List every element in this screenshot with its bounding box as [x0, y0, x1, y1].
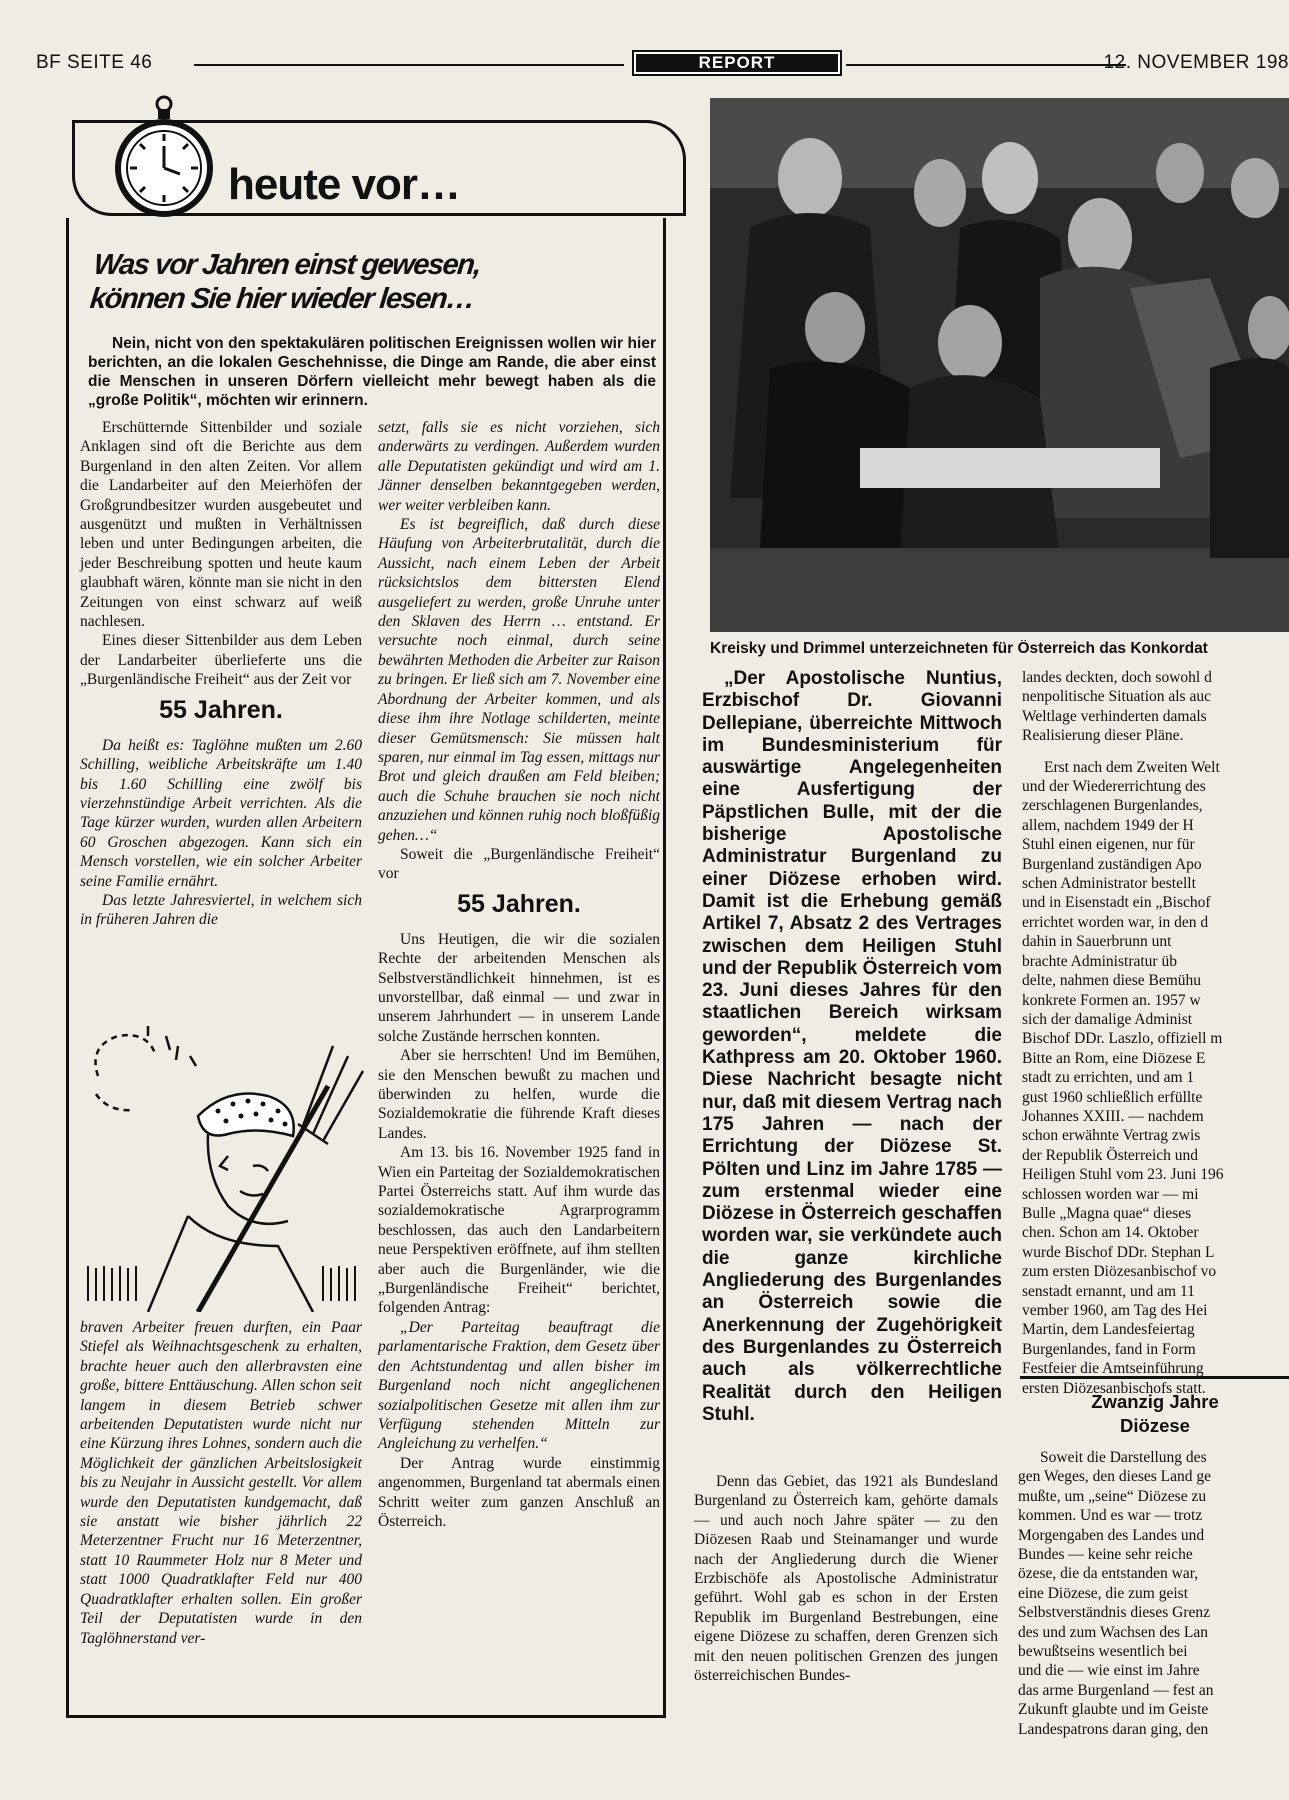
text-line: Selbstverständnis dieses Grenz	[1018, 1604, 1210, 1622]
years-heading: 55 Jahren.	[159, 695, 283, 724]
text-line: Zukunft glaubte und im Geiste	[1018, 1701, 1209, 1719]
text-line: Realisierung dieser Pläne.	[1022, 727, 1184, 745]
text-line: des und zum Wachsen des Lan	[1018, 1623, 1209, 1641]
text-line: errichtet worden war, in den d	[1022, 913, 1209, 931]
column-separator	[1020, 1376, 1289, 1379]
text-line: Weltlage verhinderten damals	[1022, 707, 1207, 725]
article-column-3	[702, 668, 1002, 1426]
paragraph: Da heißt es: Taglöhne mußten um 2.60 Schilling, weibliche Arbeitskräfte um 1.40 bis 1.60 Schilling eine zwölf bis vierzehnstündige Arbeit verrichten. Als die Tage kürzer wurden, wurden allen Arbeitern 60 Groschen abgezogen. Kann sich ein Mensch vorstellen, wie ein solcher Arbeiter seine Familie ernährt.	[80, 736, 362, 890]
text-line: zerschlagenen Burgenlandes,	[1022, 797, 1203, 815]
text-line: Morgengaben des Landes und	[1018, 1526, 1205, 1544]
text-line: Heiligen Stuhl vom 23. Juni 196	[1022, 1166, 1224, 1184]
section-badge	[632, 50, 842, 76]
paragraph: Am 13. bis 16. November 1925 fand in Wien ein Parteitag der Sozialdemokratischen Partei Österreichs statt. Auf ihm wurde das sozialdemokratische Agrarprogramm beschlossen, das auch den Landarbeitern neue Perspektiven eröffnete, auf ihm stellten aber auch die Burgenländer, wie die „Burgenländische Freiheit“ berichtet, folgenden Antrag:	[378, 1144, 660, 1317]
text-line: dahin in Sauerbrunn unt	[1022, 933, 1172, 951]
text-line: kommen. Und es war — trotz	[1018, 1507, 1203, 1525]
photo-caption: Kreisky und Drimmel unterzeichneten für Österreich das Konkordat	[710, 640, 1208, 657]
rubric-lead: Nein, nicht von den spektakulären politischen Ereignissen wollen wir hier berichten, an die lokalen Geschehnisse, die Dinge am Rande, die aber einst die Menschen in unseren Dörfern vielleicht mehr bewegt haben als die „große Politik“, möchten wir erinnern.	[88, 335, 656, 409]
section-label: REPORT	[636, 54, 838, 72]
article-column-4	[1022, 668, 1289, 1398]
text-line: eine Diözese, die zum geist	[1018, 1584, 1189, 1602]
paragraph: Eines dieser Sittenbilder aus dem Leben der Landarbeiter überlieferte uns die „Burgenländische Freiheit“ aus der Zeit vor	[80, 632, 362, 689]
text-line: stadt zu errichten, und am 1	[1022, 1069, 1195, 1087]
paragraph: Aber sie herrschten! Und im Bemühen, sie den Menschen bewußt zu machen und überwinden zu helfen, wurde die Sozialdemokratie die führende Kraft dieses Landes.	[378, 1047, 660, 1142]
text-line: der Republik Österreich und	[1022, 1146, 1199, 1164]
text-line: mußte, um „seine“ Diözese zu	[1018, 1487, 1207, 1505]
text-line: Stuhl einen eigenen, nur für	[1022, 836, 1195, 854]
paragraph: setzt, falls sie es nicht vorziehen, sich anderwärts zu verdingen. Außerdem wurden alle Deputatisten gekündigt und wird am 1. Jänner denselben bekanntgegeben werden, wer weiter verbleiben kann.	[378, 419, 660, 514]
text-line: Bischof DDr. Laszlo, offiziell m	[1022, 1030, 1223, 1048]
text-line: und der Wiedererrichtung des	[1022, 778, 1206, 796]
rubric-subtitle	[88, 248, 615, 316]
paragraph: Das letzte Jahresviertel, in welchem sich in früheren Jahren die	[80, 891, 362, 929]
text-line: vember 1960, am Tag des Hei	[1022, 1302, 1208, 1319]
text-line: delte, nahmen diese Bemühu	[1022, 972, 1202, 990]
text-line: gust 1960 schließlich erfüllte	[1022, 1088, 1203, 1106]
text-line: Landespatrons daran ging, den	[1018, 1720, 1209, 1738]
text-line: konkrete Formen an. 1957 w	[1022, 991, 1201, 1009]
text-line: landes deckten, doch sowohl d	[1022, 669, 1212, 686]
text-line: allem, nachdem 1949 der H	[1022, 816, 1194, 834]
text-line: özese, die da entstanden war,	[1018, 1565, 1199, 1583]
rubric-subtitle-line-1: Was vor Jahren einst gewesen,	[92, 249, 482, 281]
text-line: schen Administrator bestellt	[1022, 875, 1196, 893]
page-header	[36, 52, 1289, 82]
text-line: nenpolitische Situation als auc	[1022, 688, 1211, 706]
text-line: brachte Administratur üb	[1022, 952, 1177, 970]
subheading-line-1: Zwanzig Jahre	[1091, 1391, 1219, 1412]
paragraph: Der Antrag wurde einstimmig angenommen, Burgenland tat abermals einen Schritt weiter zum ganzen Anschluß an Österreich.	[378, 1454, 660, 1530]
paragraph: „Der Apostolische Nuntius, Erzbischof Dr. Giovanni Dellepiane, überreichte Mittwoch im Bundesministerium für auswärtige Angelegenheiten eine Ausfertigung der Päpstlichen Bulle, mit der die bisherige Apostolische Administratur Burgenland zu einer Diözese erhoben wird. Damit ist die Erhebung gemäß Artikel 7, Absatz 2 des Vertrages zwischen dem Heiligen Stuhl und der Republik Österreich vom 23. Juni dieses Jahres für den staatlichen Bereich wirksam geworden“, meldete die Kathpress am 20. Oktober 1960. Diese Nachricht besagte nicht nur, daß mit diesem Vertrag nach 175 Jahren — nach der Errichtung der Diözese St. Pölten und Linz im Jahre 1785 — zum erstenmal wieder eine Diözese in Österreich geschaffen worden war, sie verkündete auch die ganze kirchliche Angliederung des Burgenlandes an Österreich sowie die Anerkennung der Zugehörigkeit des Burgenlandes zu Österreich auch als völkerrechtliche Realität durch den Heiligen Stuhl.	[702, 668, 1002, 1425]
text-line: Burgenlandes, fand in Form	[1022, 1340, 1196, 1358]
text-line: Burgenland zuständigen Apo	[1022, 855, 1202, 873]
subheading-line-2: Diözese	[1120, 1415, 1190, 1436]
text-line: das arme Burgenland — fest an	[1018, 1681, 1214, 1699]
text-line: Johannes XXIII. — nachdem	[1022, 1107, 1204, 1125]
text-line: zum ersten Diözesanbischof vo	[1022, 1263, 1217, 1281]
paragraph: Es ist begreiflich, daß durch diese Häufung von Arbeiterbrutalität, durch die Aussicht, nach einem Leben der Arbeit rücksichtslos dem bittersten Elend ausgeliefert zu werden, große Unruhe unter den Sklaven des Herrn … entstand. Er versuchte noch einmal, durch seine bewährten Methoden die Arbeiter zur Raison zu bringen. Er ließ sich am 7. November eine Abordnung der Arbeiter kommen, und als diese ihm ihre Notlage schilderten, meinte dieser Gemütsmensch: Sie müssen halt sparen, nur einmal im Tag essen, mittags nur Brot und gleich draußen am Feld bleiben; auch die Schuhe brauchen sie noch nicht anzuziehen und können ruhig noch bloßfüßig gehen…“	[378, 516, 660, 844]
text-line: ersten Diözesanbischofs statt.	[1022, 1379, 1206, 1397]
text-line: Festfeier die Amtseinführung	[1022, 1360, 1204, 1378]
text-line: Bitte an Rom, eine Diözese E	[1022, 1049, 1206, 1067]
header-rule-left	[194, 64, 624, 66]
text-line: gen Weges, den dieses Land ge	[1018, 1468, 1212, 1486]
article-column-1-continued	[80, 1318, 362, 1648]
signing-photo	[710, 98, 1289, 632]
text-line: Martin, dem Landesfeiertag	[1022, 1321, 1195, 1339]
article-column-4-continued	[1018, 1448, 1289, 1739]
paragraph: Soweit die „Burgenländische Freiheit“ vor	[378, 845, 660, 883]
text-line: schlossen worden war — mi	[1022, 1185, 1199, 1203]
paragraph: braven Arbeiter freuen durften, ein Paar Stiefel als Weihnachtsgeschenk zu erhalten, brachte heuer auch den allerbravsten eine große, bittere Enttäuschung. Allen schon seit langem in diesem Betrieb schwer arbeitenden Deputatisten wurde nicht nur eine Kürzung ihres Lohnes, sondern auch die Möglichkeit der gänzlichen Arbeitslosigkeit bis zu Neujahr in Aussicht gestellt. Vor allem wurde den Deputatisten kundgemacht, daß sie anstatt wie bisher jährlich 22 Meterzentner Frucht nur 16 Meterzentner, statt 10 Raummeter Holz nur 8 Meter und statt 1000 Quadratklafter Feld nur 400 Quadratklafter erhalten sollen. Ein großer Teil der Deputatisten wurde in den Taglöhnerstand ver-	[80, 1319, 362, 1647]
section-subheading	[1030, 1390, 1280, 1438]
paragraph: „Der Parteitag beauftragt die parlamentarische Fraktion, dem Gesetz über den Achtstundentag und allen bisher im Burgenland noch nicht angeglichenen sozialpolitischen Gesetze mit allen ihm zur Verfügung stehenden Mitteln zur Angleichung zu verhelfen.“	[378, 1318, 660, 1453]
header-rule-right	[846, 64, 1126, 66]
paragraph: Denn das Gebiet, das 1921 als Bundesland Burgenland zu Österreich kam, gehörte damals — und auch noch Jahre später — zu den Diözesen Raab und Steinamanger und wurde nach der Angliederung durch die Wiener Erzbischöfe als Apostolische Administratur geführt. Wohl gab es schon in der Ersten Republik im Burgenland Bestrebungen, eine eigene Diözese zu schaffen, deren Grenzen sich mit den neuen politischen Grenzen des jungen österreichischen Bundes-	[694, 1473, 998, 1685]
text-line: Bulle „Magna quae“ dieses	[1022, 1204, 1192, 1222]
article-column-1	[80, 418, 362, 930]
text-line: und die — wie einst im Jahre	[1018, 1662, 1200, 1680]
text-line: und in Eisenstadt ein „Bischof	[1022, 894, 1211, 912]
paragraph: Uns Heutigen, die wir die sozialen Rechte der arbeitenden Menschen als Selbstverständlichkeit hinnehmen, ist es unvorstellbar, daß einmal — und zwar in unserem Jahrhundert — in unserem Lande solche Zustände herrschen konnten.	[378, 930, 660, 1045]
article-column-2	[378, 418, 660, 1531]
text-line: Soweit die Darstellung des	[1040, 1449, 1207, 1466]
pocket-watch-icon	[114, 94, 214, 218]
text-line: wurde Bischof DDr. Stephan L	[1022, 1243, 1215, 1261]
text-line: chen. Schon am 14. Oktober	[1022, 1224, 1199, 1242]
text-line: senstadt ernannt, und am 11	[1022, 1282, 1195, 1300]
article-column-3-continued	[694, 1472, 998, 1685]
text-line: sich der damalige Administ	[1022, 1010, 1193, 1028]
text-line: schon erwähnte Vertrag zwis	[1022, 1127, 1201, 1145]
farmer-illustration	[78, 1016, 368, 1312]
years-heading: 55 Jahren.	[457, 889, 581, 918]
page-number: BF SEITE 46	[36, 52, 153, 73]
rubric-title: heute vor…	[228, 160, 461, 209]
text-line: bewußtseins wesentlich bei	[1018, 1643, 1188, 1661]
rubric-subtitle-line-2: können Sie hier wieder lesen…	[88, 283, 476, 315]
text-line: Erst nach dem Zweiten Welt	[1044, 758, 1220, 776]
text-line: Bundes — keine sehr reiche	[1018, 1546, 1193, 1564]
paragraph: Erschütternde Sittenbilder und soziale Anklagen sind oft die Berichte aus dem Burgenland in den alten Zeiten. Vor allem die Landarbeiter auf den Meierhöfen der Großgrundbesitzer wurden ausgebeutet und ausgenützt und mußten in Verhältnissen leben und unter Bedingungen arbeiten, die jeder Beschreibung spotten und heute kaum glaubhaft wären, könnte man sie nicht in den Zeitungen von einst schwarz auf weiß nachlesen.	[80, 419, 362, 631]
issue-date: 12. NOVEMBER 198	[1103, 52, 1289, 73]
